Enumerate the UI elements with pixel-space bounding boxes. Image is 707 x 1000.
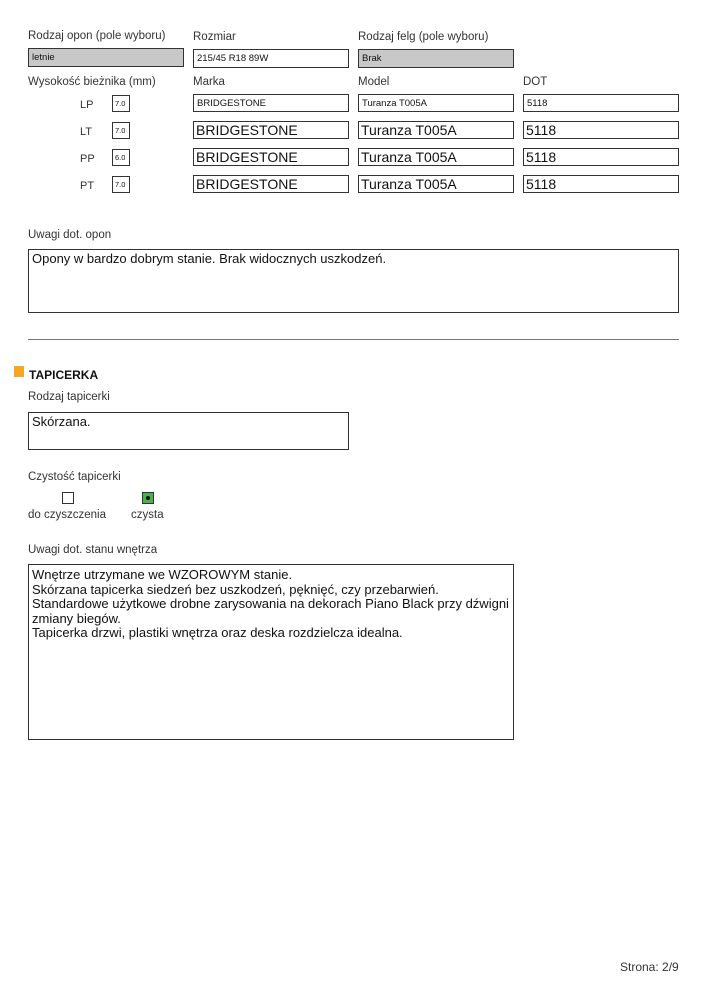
brand-field[interactable]: BRIDGESTONE bbox=[193, 94, 349, 112]
section-title: TAPICERKA bbox=[29, 368, 99, 382]
page-number: Strona: 2/9 bbox=[620, 960, 679, 974]
tire-position-label: PT bbox=[80, 180, 95, 192]
dot-field[interactable]: 5118 bbox=[523, 94, 679, 112]
tire-position-label: LT bbox=[80, 126, 93, 138]
cleanliness-label: Czystość tapicerki bbox=[28, 471, 121, 483]
dot-field[interactable]: 5118 bbox=[523, 175, 679, 193]
option-label: czysta bbox=[131, 509, 164, 521]
tread-depth-field[interactable]: 7.0 bbox=[112, 122, 130, 139]
interior-notes-line: Wnętrze utrzymane we WZOROWYM stanie. bbox=[32, 567, 293, 582]
tire-position-label: PP bbox=[80, 153, 95, 165]
upholstery-type-label: Rodzaj tapicerki bbox=[28, 391, 110, 403]
tread-depth-label: Wysokość bieżnika (mm) bbox=[28, 76, 156, 88]
tire-size-field[interactable]: 215/45 R18 89W bbox=[193, 49, 349, 68]
brand-field[interactable]: BRIDGESTONE bbox=[193, 148, 349, 166]
section-marker-icon bbox=[14, 366, 24, 377]
model-field[interactable]: Turanza T005A bbox=[358, 175, 514, 193]
tire-type-label: Rodzaj opon (pole wyboru) bbox=[28, 30, 166, 42]
interior-notes-label: Uwagi dot. stanu wnętrza bbox=[28, 544, 158, 556]
tire-notes-textarea[interactable] bbox=[28, 249, 679, 313]
dot-field[interactable]: 5118 bbox=[523, 121, 679, 139]
interior-notes-line: Skórzana tapicerka siedzeń bez uszkodzeń, pęknięć, czy przebarwień. bbox=[32, 581, 439, 597]
checkbox-czysta[interactable] bbox=[142, 492, 154, 504]
tire-type-select[interactable]: letnie bbox=[28, 48, 184, 67]
tire-size-label: Rozmiar bbox=[193, 31, 236, 43]
upholstery-type-text: Skórzana. bbox=[32, 414, 91, 429]
rim-type-select[interactable]: Brak bbox=[358, 49, 514, 68]
tire-notes-text: Opony w bardzo dobrym stanie. Brak widocznych uszkodzeń. bbox=[32, 251, 387, 266]
interior-notes-line: Standardowe użytkowe drobne zarysowania na dekorach Piano Black przy dźwigni zmiany biegów. bbox=[32, 596, 509, 626]
brand-field[interactable]: BRIDGESTONE bbox=[193, 175, 349, 193]
model-field[interactable]: Turanza T005A bbox=[358, 148, 514, 166]
tread-depth-field[interactable]: 7.0 bbox=[112, 95, 130, 112]
dot-field[interactable]: 5118 bbox=[523, 148, 679, 166]
model-field[interactable]: Turanza T005A bbox=[358, 121, 514, 139]
upholstery-type-field[interactable] bbox=[28, 412, 349, 450]
model-label: Model bbox=[358, 76, 390, 88]
checkbox-do-czyszczenia[interactable] bbox=[62, 492, 74, 504]
brand-label: Marka bbox=[193, 76, 225, 88]
section-divider bbox=[28, 339, 679, 340]
brand-field[interactable]: BRIDGESTONE bbox=[193, 121, 349, 139]
rim-type-label: Rodzaj felg (pole wyboru) bbox=[358, 31, 489, 43]
dot-label: DOT bbox=[523, 76, 548, 88]
tire-position-label: LP bbox=[80, 99, 94, 111]
model-field[interactable]: Turanza T005A bbox=[358, 94, 514, 112]
tire-notes-label: Uwagi dot. opon bbox=[28, 229, 112, 241]
tread-depth-field[interactable]: 6.0 bbox=[112, 149, 130, 166]
interior-notes-line: Tapicerka drzwi, plastiki wnętrza oraz deska rozdzielcza idealna. bbox=[32, 625, 403, 640]
tread-depth-field[interactable]: 7.0 bbox=[112, 176, 130, 193]
interior-notes-textarea[interactable] bbox=[28, 564, 514, 740]
option-label: do czyszczenia bbox=[28, 509, 106, 521]
